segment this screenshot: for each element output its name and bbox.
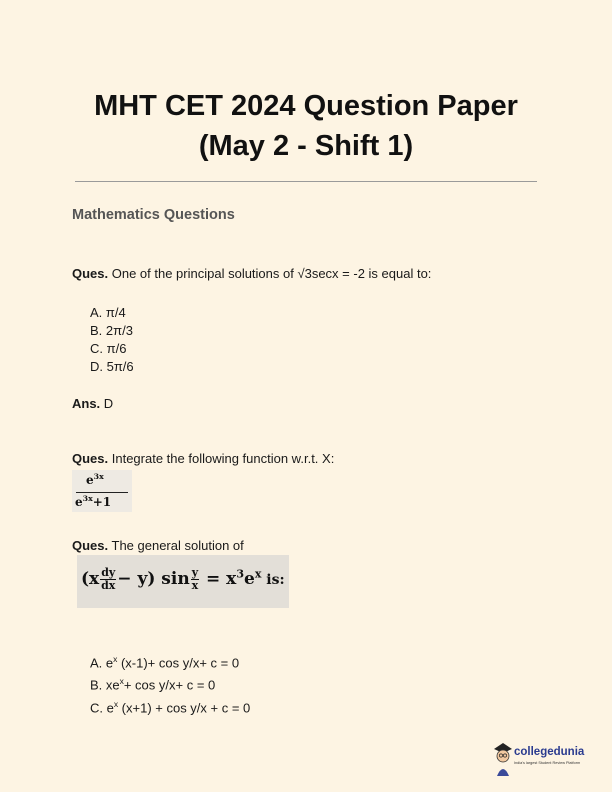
section-heading: Mathematics Questions <box>72 207 235 223</box>
student-mascot-icon <box>492 740 514 780</box>
question-3 <box>72 538 244 553</box>
page-title <box>0 86 612 166</box>
formula-fraction <box>72 470 132 512</box>
question-label: Ques. <box>72 451 109 466</box>
question-text: The general solution of <box>108 538 244 553</box>
dy-dx-fraction: $\frac{dy}{dx}$ <box>101 566 116 592</box>
collegedunia-logo[interactable] <box>492 740 602 780</box>
formula-numerator: $e^{3x}$ <box>86 472 104 487</box>
divider <box>75 181 537 182</box>
question-text: One of the principal solutions of √3secx = -2 is equal to: <box>108 266 432 281</box>
question-label: Ques. <box>72 538 109 553</box>
question-3-options <box>90 650 250 717</box>
option-d: D. 5π/6 <box>90 359 134 374</box>
answer-value: D <box>100 396 114 411</box>
question-label: Ques. <box>72 266 109 281</box>
differential-equation <box>77 555 289 608</box>
option-a: A. $e^x$ (x-1)+ cos y/x+ c = 0 <box>90 654 240 671</box>
formula-denominator: $e^{3x}+1$ <box>75 494 112 509</box>
question-text: Integrate the following function w.r.t. X: <box>108 451 335 466</box>
option-c: C. $e^x$ (x+1) + cos y/x + c = 0 <box>90 698 251 715</box>
answer-1 <box>72 396 113 411</box>
equation-body: (x $\frac{dy}{dx}$ − y) sin $\frac{y}{x}$ = $x^3e^x$ is: <box>81 566 285 592</box>
question-2 <box>72 451 334 466</box>
title-line-1: MHT CET 2024 Question Paper <box>94 90 518 122</box>
question-1-options <box>90 304 134 376</box>
option-b: B. 2π/3 <box>90 323 133 338</box>
brand-name: collegedunia <box>514 746 585 758</box>
brand-tagline: India's largest Student Review Platform <box>514 761 581 765</box>
option-b: B. $xe^x+ \cos y/x+ c = 0$ <box>90 676 216 693</box>
option-a: A. π/4 <box>90 305 126 320</box>
answer-label: Ans. <box>72 396 101 411</box>
question-1 <box>72 266 431 281</box>
option-c: C. π/6 <box>90 341 127 356</box>
fraction-bar <box>76 492 128 493</box>
y-x-fraction: $\frac{y}{x}$ <box>191 566 199 592</box>
title-line-2: (May 2 - Shift 1) <box>198 130 414 162</box>
